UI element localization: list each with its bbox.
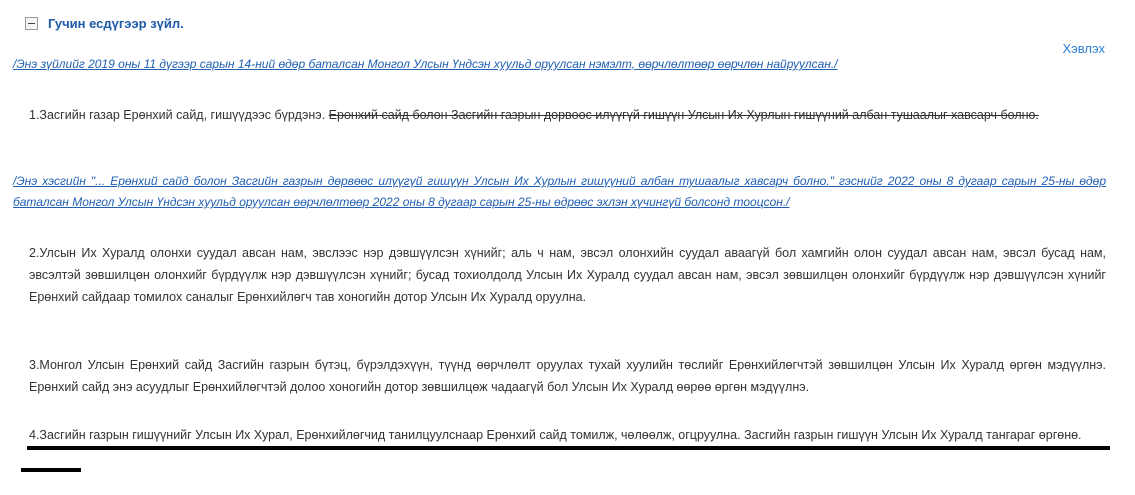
- highlight-underline: [21, 468, 81, 472]
- clause-1-struck-text: Ерөнхий сайд болон Засгийн газрын дөрвөөс илүүгүй гишүүн Улсын Их Хурлын гишүүний албан тушаалыг хавсарч болно.: [328, 108, 1039, 122]
- clause-1-text: 1.Засгийн газар Ерөнхий сайд, гишүүдээс бүрдэнэ.: [29, 108, 326, 122]
- article-title: Гучин есдүгээр зүйл.: [48, 16, 184, 31]
- highlight-underline: [27, 446, 1110, 450]
- clause-2: 2.Улсын Их Хуралд олонхи суудал авсан нам, эвслээс нэр дэвшүүлсэн хүнийг; аль ч нам, эвсэл олонхийн суудал аваагүй бол хамгийн олон суудал авсан нам, эвсэл бусад нам, эвсэлтэй зөвшилцөн олонхийг бүрдүүлж нэр дэвшүүлсэн хүнийг; бусад тохиолдолд Улсын Их Хуралд суудал авсан нам, эвсэл зөвшилцөн олонхийг бүрдүүлж нэр дэвшүүлсэн хүнийг Ерөнхий сайдаар томилох саналыг Ерөнхийлөгч тав хоногийн дотор Улсын Их Хуралд оруулна.: [29, 246, 1106, 304]
- clause-3: 3.Монгол Улсын Ерөнхий сайд Засгийн газрын бүтэц, бүрэлдэхүүн, түүнд өөрчлөлт оруулах тухай хуулийн төслийг Ерөнхийлөгчтэй зөвшилцөн Улсын Их Хуралд өргөн мэдүүлнэ. Ерөнхий сайд энэ асуудлыг Ерөнхийлөгчтэй долоо хоногийн дотор зөвшилцөж чадаагүй бол Улсын Их Хуралд өөрөө өргөн мэдүүлнэ.: [29, 358, 1106, 394]
- clause-4: 4.Засгийн газрын гишүүнийг Улсын Их Хурал, Ерөнхийлөгчид танилцуулснаар Ерөнхий сайд томилж, чөлөөлж, огцруулна. Засгийн газрын гишүүн Улсын Их Хуралд тангараг өргөнө.: [29, 428, 1082, 442]
- repeal-note[interactable]: /Энэ хэсгийн "... Ерөнхий сайд болон Засгийн газрын дөрвөөс илүүгүй гишүүн Улсын Их Хурлын гишүүний албан тушаалыг хавсарч болно." гэснийг 2022 оны 8 дугаар сарын 25-ны өдөр баталсан Монгол Улсын Үндсэн хуульд оруулсан өөрчлөлтөөр 2022 оны 8 дугаар сарын 25-ны өдрөөс эхлэн хүчингүй болсонд тооцсон./: [13, 174, 1106, 209]
- article-header: [25, 16, 184, 31]
- print-link[interactable]: Хэвлэх: [1062, 41, 1105, 56]
- amendment-note[interactable]: /Энэ зүйлийг 2019 оны 11 дүгээр сарын 14-ний өдөр баталсан Монгол Улсын Үндсэн хуульд оруулсан нэмэлт, өөрчлөлтөөр өөрчлөн найруулсан./: [13, 57, 838, 71]
- collapse-icon[interactable]: [25, 17, 38, 30]
- clause-1: [29, 104, 1106, 126]
